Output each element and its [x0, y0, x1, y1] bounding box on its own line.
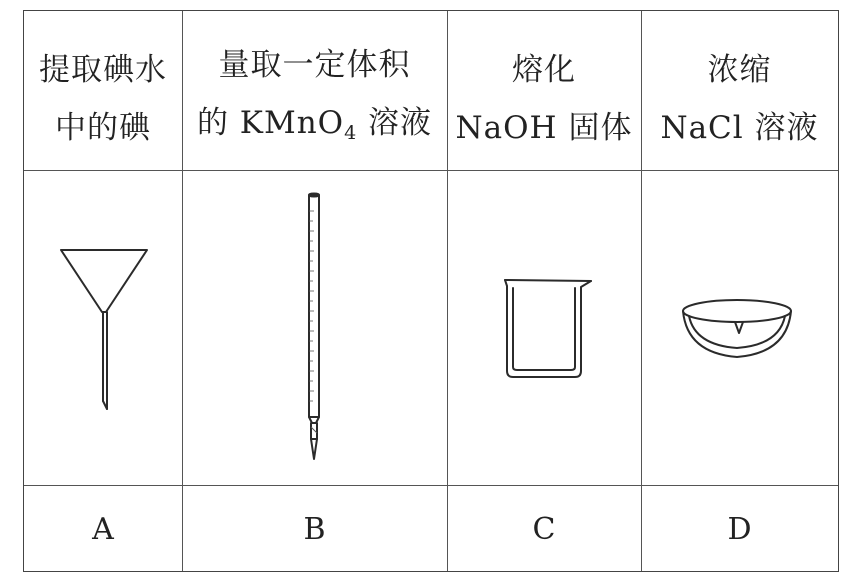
option-label-a: A	[92, 511, 114, 547]
purpose-a-line1: 提取碘水	[39, 52, 167, 88]
apparatus-table	[23, 10, 839, 572]
option-label-d: D	[727, 511, 752, 547]
purpose-cell-c	[447, 29, 641, 169]
option-label-b: B	[303, 511, 326, 547]
funnel-icon	[24, 171, 182, 485]
purpose-cell-a	[24, 29, 182, 169]
purpose-cell-d	[641, 29, 838, 169]
evaporating-dish-icon	[641, 171, 838, 485]
beaker-icon	[447, 171, 641, 485]
purpose-b-subscript: 4	[344, 122, 358, 144]
purpose-b-line2	[197, 94, 432, 162]
purpose-b-solution: 溶液	[357, 105, 433, 141]
purpose-a-line2: 中的碘	[55, 110, 151, 146]
purpose-c-line2: NaOH 固体	[455, 110, 633, 146]
burette-icon	[182, 171, 447, 485]
purpose-b-formula: 的 KMnO	[196, 105, 345, 141]
option-label-c: C	[532, 511, 556, 547]
purpose-d-line2: NaCl 溶液	[660, 110, 819, 146]
purpose-cell-b	[182, 29, 447, 169]
purpose-c-line1: 熔化	[512, 52, 576, 88]
purpose-d-line1: 浓缩	[707, 52, 772, 88]
purpose-b-line1: 量取一定体积	[218, 47, 411, 83]
